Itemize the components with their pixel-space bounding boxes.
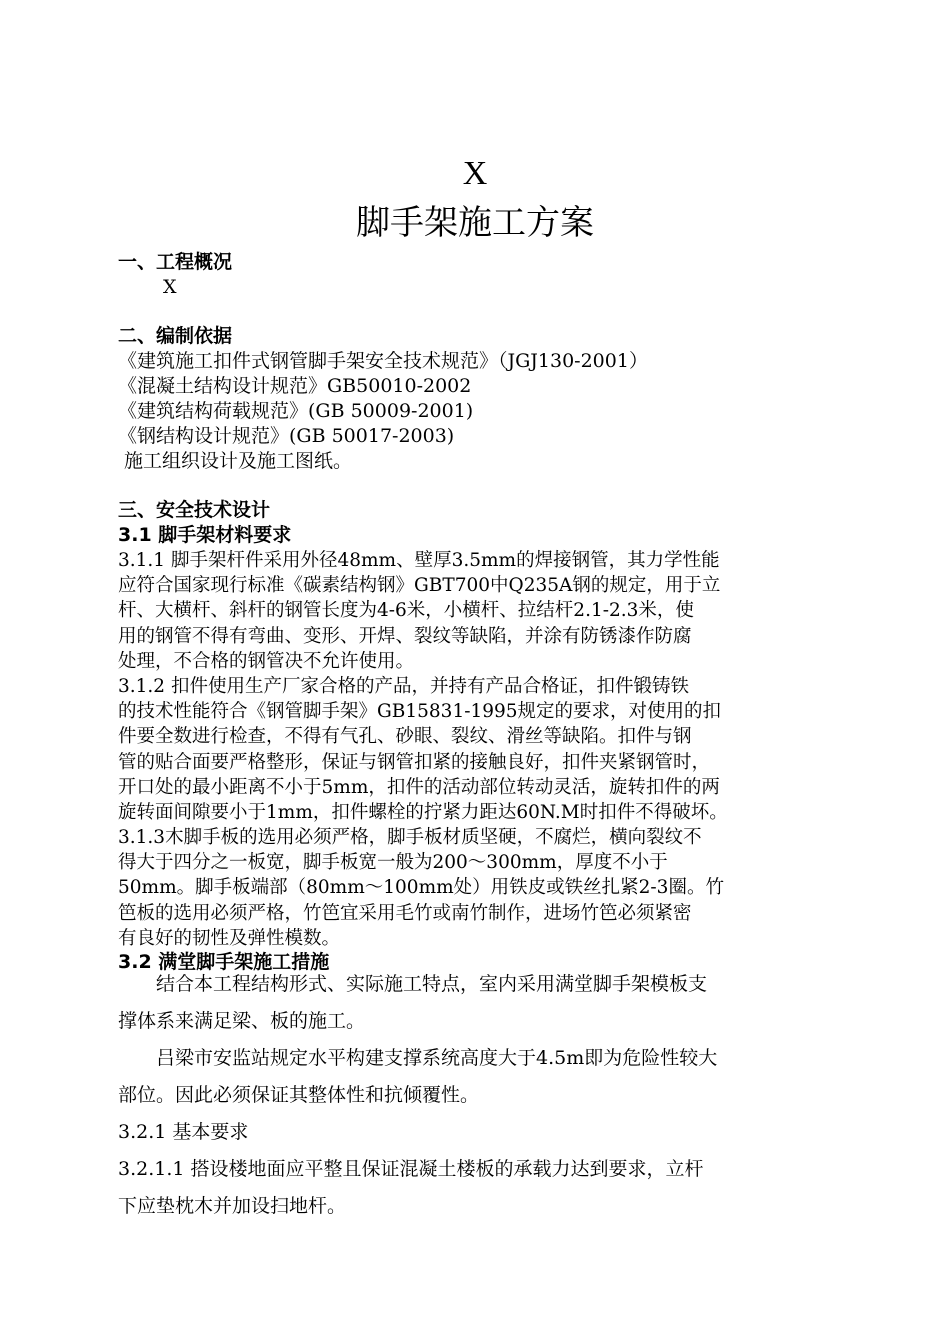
text-line: 管的贴合面要严格整形，保证与钢管扣紧的接触良好，扣件夹紧钢管时， [118,751,711,773]
text-line: 用的钢管不得有弯曲、变形、开焊、裂纹等缺陷，并涂有防锈漆作防腐 [118,625,692,647]
text-line: 的技术性能符合《钢管脚手架》GB15831-1995规定的要求，对使用的扣 [118,701,722,723]
subsection-3-1-heading: 3.1 脚手架材料要求 [118,524,292,546]
reference-item: 《混凝土结构设计规范》GB50010-2002 [118,375,472,397]
text-line: 50mm。脚手板端部（80mm～100mm处）用铁皮或铁丝扎紧2-3圈。竹 [118,877,724,899]
text-line: 3.2.1 基本要求 [118,1121,249,1143]
text-line: 旋转面间隙要小于1mm，扣件螺栓的拧紧力距达60N.M时扣件不得破坏。 [118,802,728,824]
text-line: 得大于四分之一板宽，脚手板宽一般为200～300mm，厚度不小于 [118,852,668,874]
text-line: 应符合国家现行标准《碳素结构钢》GBT700中Q235A钢的规定，用于立 [118,575,721,597]
heading-3-2-1 [118,1114,832,1151]
text-line: 3.1.1 脚手架杆件采用外径48mm、壁厚3.5mm的焊接钢管，其力学性能 [118,550,720,571]
paragraph-3-1-2 [118,674,832,825]
text-line: 杆、大横杆、斜杆的钢管长度为4-6米，小横杆、拉结杆2.1-2.3米，使 [118,600,694,622]
section-1-content: X [163,276,177,298]
text-line: 3.1.3木脚手板的选用必须严格，脚手板材质坚硬，不腐烂，横向裂纹不 [118,827,702,848]
reference-item: 《钢结构设计规范》(GB 50017-2003) [118,425,455,447]
text-line: 下应垫枕木并加设扫地杆。 [118,1195,347,1217]
text-line: 撑体系来满足梁、板的施工。 [118,1010,366,1032]
doc-title: 脚手架施工方案 [356,205,594,242]
paragraph-3-1-3 [118,825,832,951]
text-line: 3.1.2 扣件使用生产厂家合格的产品，并持有产品合格证，扣件锻铸铁 [118,676,689,697]
section-2-heading: 二、编制依据 [118,325,233,347]
text-line: 笆板的选用必须严格，竹笆宜采用毛竹或南竹制作，进场竹笆必须紧密 [118,902,692,924]
reference-item: 《建筑施工扣件式钢管脚手架安全技术规范》（JGJ130-2001） [118,350,648,372]
reference-item: 《建筑结构荷载规范》(GB 50009-2001) [118,400,474,422]
reference-item: 施工组织设计及施工图纸。 [118,450,353,472]
text-line: 吕梁市安监站规定水平构建支撑系统高度大于4.5m即为危险性较大 [118,1047,718,1069]
text-line: 开口处的最小距离不小于5mm，扣件的活动部位转动灵活，旋转扣件的两 [118,776,720,798]
paragraph-3-1-1 [118,548,832,674]
text-line: 处理，不合格的钢管决不允许使用。 [118,650,415,672]
text-line: 件要全数进行检查，不得有气孔、砂眼、裂纹、滑丝等缺陷。扣件与钢 [118,726,692,748]
paragraph-3-2-1-1 [118,1151,832,1225]
paragraph-3-2-b [118,1040,832,1114]
text-line: 有良好的韧性及弹性模数。 [118,927,341,949]
paragraph-3-2-a [118,966,832,1040]
subsection-3-2-heading: 3.2 满堂脚手架施工措施 [118,951,330,973]
section-3-heading: 三、安全技术设计 [118,499,271,521]
text-line: 结合本工程结构形式、实际施工特点，室内采用满堂脚手架模板支 [118,973,708,995]
doc-mark: X [462,155,488,192]
text-line: 部位。因此必须保证其整体性和抗倾覆性。 [118,1084,480,1106]
text-line: 3.2.1.1 搭设楼地面应平整且保证混凝土楼板的承载力达到要求，立杆 [118,1158,704,1180]
section-1-heading: 一、工程概况 [118,251,233,273]
